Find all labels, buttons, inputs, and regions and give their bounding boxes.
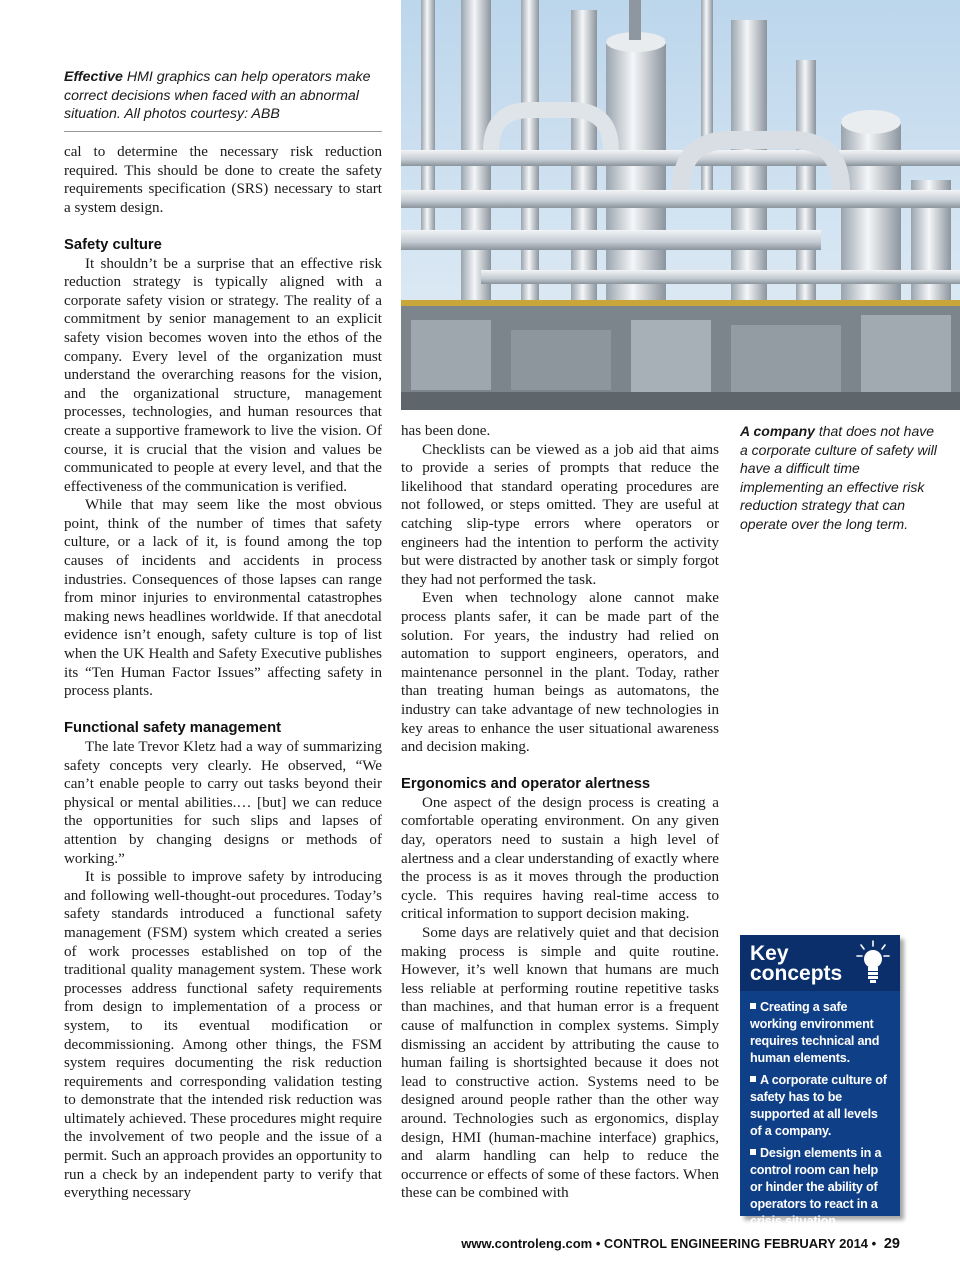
bullet-square-icon — [750, 1149, 756, 1155]
section-heading-safety-culture: Safety culture — [64, 236, 162, 253]
article-column-1 — [64, 143, 382, 1203]
paragraph: Checklists can be viewed as a job aid that aims to provide a series of prompts that reduce the likelihood that standard operating procedures are not followed, or steps omitted. They are useful at catching slip-type errors where operators or engineers had the intention to perform the activity but were distracted by another task or simply forgot they had not performed the task. — [401, 441, 719, 588]
caption-text: HMI graphics can help operators make correct decisions when faced with an abnormal situation. All photos courtesy: ABB — [64, 69, 371, 123]
paragraph: Even when technology alone cannot make process plants safer, it can be made part of the solution. For years, the industry had relied on automation to support engineers, operators, and maintenance personnel in the plant. Today, rather than treating human beings as automatons, the industry can take advantage of new technologies in key areas to enhance the user situational awareness and decision making. — [401, 590, 719, 756]
footer-issue: FEBRUARY 2014 — [764, 1236, 869, 1251]
caption-divider — [64, 131, 382, 132]
pull-quote-caption — [740, 422, 945, 534]
caption-lead: A company — [740, 423, 815, 439]
key-concepts-box — [740, 935, 900, 1228]
footer-separator: • — [595, 1236, 601, 1251]
bullet-square-icon — [750, 1003, 756, 1009]
page-number: 29 — [883, 1236, 900, 1252]
paragraph: It shouldn’t be a surprise that an effective risk reduction strategy is typically aligned with a corporate safety vision or strategy. The reality of a commitment by senior management to an explicit safety vision becomes woven into the ethos of the company. Every level of the organization must understand the overarching reasons for the vision, and the organizational structure, management processes, technologies, and human resources that create a supportive framework to live the vision. Of course, it is crucial that the vision and values be communicated to people at every level, and that the effectiveness of the communication is verified. — [64, 255, 382, 495]
article-column-2 — [401, 422, 719, 1203]
lightbulb-icon — [856, 940, 890, 986]
caption-lead: Effective — [64, 69, 123, 85]
paragraph: has been done. — [401, 423, 491, 439]
refinery-photo — [401, 0, 960, 410]
paragraph: One aspect of the design process is creating a comfortable operating environment. On any given day, operators need to sustain a high level of alertness and a clear understanding of exactly where the process is as it moves through the production cycle. This requires having real-time access to critical information to support decision making. — [401, 794, 719, 923]
footer-magazine: CONTROL ENGINEERING — [604, 1237, 761, 1251]
paragraph: While that may seem like the most obvious point, think of the number of times that safety culture, or a lack of it, is found among the top causes of incidents and accidents in process industries. Consequences of those lapses can range from minor injuries to environmental catastrophes making news headlines worldwide. If that anecdotal evidence isn’t enough, safety culture is top of list when the UK Health and Safety Executive publishes its “Ten Human Factor Issues” affecting safety in process plants. — [64, 497, 382, 700]
key-concepts-header — [740, 935, 900, 991]
page-footer — [461, 1236, 900, 1252]
list-item: A corporate culture of safety has to be supported at all levels of a company. — [750, 1073, 887, 1138]
paragraph: It is possible to improve safety by introducing and following well-thought-out procedures. Today’s safety standards introduced a functional safety management (FSM) system which created a series of work processes established on top of the traditional quality management system. These work processes address functional safety requirements from design to implementation of a process or system, to its eventual modification or decommissioning. Among other things, the FSM system requires documenting the risk reduction requirements and corresponding validation testing to demonstrate that the intended risk reduction was ultimately achieved. These procedures might require the involvement of two people and the issue of a permit. Such an approach provides an opportunity to run a check by an independent party to verify that everything necessary — [64, 869, 382, 1202]
key-concepts-list — [740, 991, 900, 1230]
section-heading-ergonomics: Ergonomics and operator alertness — [401, 776, 651, 793]
paragraph: The late Trevor Kletz had a way of summarizing safety concepts very clearly. He observed, “We can’t enable people to carry out tasks beyond their physical or mental abilities.… [but] we can reduce the opportunities for such slips and lapses of attention by changing designs or methods of working.” — [64, 739, 382, 867]
caption-text: that does not have a corporate culture of safety will have a difficult time implementing an effective risk reduction strategy that can operate over the long term. — [740, 423, 937, 532]
paragraph: cal to determine the necessary risk reduction required. This should be done to create the safety requirements specification (SRS) necessary to start a system design. — [64, 144, 382, 216]
photo-caption-top — [64, 68, 382, 124]
footer-separator: • — [871, 1236, 877, 1251]
key-concepts-title: Key concepts — [750, 942, 843, 985]
bullet-square-icon — [750, 1076, 756, 1082]
list-item: Design elements in a control room can help or hinder the ability of operators to react in a crisis situation. — [750, 1146, 882, 1228]
list-item: Creating a safe working environment requires technical and human elements. — [750, 1000, 880, 1065]
paragraph: Some days are relatively quiet and that decision making process is simple and quite routine. However, it’s well known that humans are much less reliable at performing routine repetitive tasks than machines, and that human error is a frequent cause of malfunction in complex systems. Simply dismissing an accident by attributing the cause to human failing is shortsighted because it does not lead to constructive action. Systems need to be designed around people rather than the other way around. Technologies such as ergonomics, display design, HMI (human-machine interface) graphics, and alarm handling can help to reduce the occurrence or effects of some of these factors. When these can be combined with — [401, 925, 719, 1202]
footer-url[interactable]: www.controleng.com — [461, 1236, 593, 1251]
section-heading-functional-safety: Functional safety management — [64, 720, 282, 737]
